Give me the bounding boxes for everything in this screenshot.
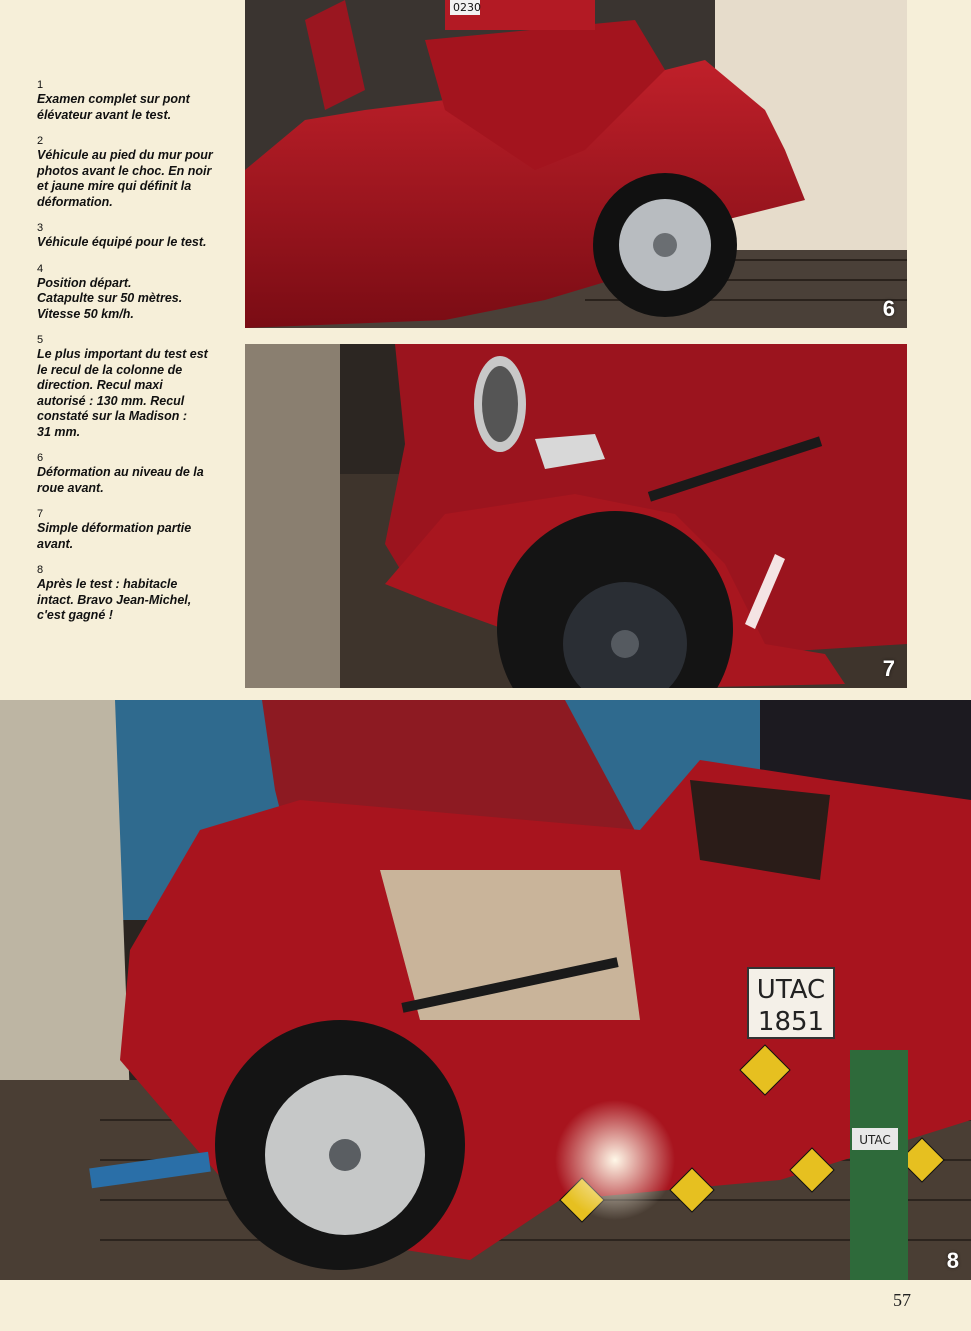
caption-text: Simple déformation partie avant. xyxy=(37,521,192,551)
photo-6 xyxy=(245,0,907,328)
marker-text: UTAC xyxy=(859,1133,891,1147)
caption-number: 4 xyxy=(37,262,44,275)
caption-2 xyxy=(37,134,237,210)
caption-text: Déformation au niveau de la roue avant. xyxy=(37,465,204,495)
caption-3 xyxy=(37,221,237,251)
caption-text: Après le test : habitacle intact. Bravo Jean-Michel, c'est gagné ! xyxy=(37,577,192,622)
caption-5 xyxy=(37,333,237,440)
caption-1 xyxy=(37,78,237,123)
photo-7-image xyxy=(245,344,907,688)
caption-number: 8 xyxy=(37,564,44,576)
plate-line-1: UTAC xyxy=(756,975,826,1005)
captions-column xyxy=(37,78,237,635)
photo-7-label: 7 xyxy=(882,656,895,681)
caption-8 xyxy=(37,563,237,624)
plate-line-2: 1851 xyxy=(757,1007,825,1037)
caption-number: 5 xyxy=(37,334,44,346)
photo-8-image xyxy=(0,700,971,1280)
plate-text: 0230 xyxy=(453,1,481,14)
caption-text: Véhicule équipé pour le test. xyxy=(37,235,207,249)
photo-7 xyxy=(245,344,907,688)
caption-number: 6 xyxy=(37,452,44,464)
caption-number: 1 xyxy=(37,79,44,91)
caption-6 xyxy=(37,451,237,496)
caption-text: Position départ. Catapulte sur 50 mètres. Vitesse 50 km/h. xyxy=(37,275,183,321)
caption-text: Examen complet sur pont élévateur avant le test. xyxy=(37,92,190,122)
photo-6-image xyxy=(245,0,907,328)
caption-number: 3 xyxy=(37,222,44,234)
photo-6-label: 6 xyxy=(882,296,895,321)
caption-4 xyxy=(37,262,237,323)
caption-number: 7 xyxy=(37,508,44,520)
page-number: 57 xyxy=(893,1290,911,1310)
caption-7 xyxy=(37,507,237,552)
photo-8 xyxy=(0,700,971,1280)
caption-text: Véhicule au pied du mur pour photos avant le choc. En noir et jaune mire qui définit la déformation. xyxy=(37,148,213,209)
photo-8-label: 8 xyxy=(946,1248,959,1273)
caption-text: Le plus important du test est le recul de la colonne de direction. Recul maxi autorisé : 130 mm. Recul constaté sur la Madison : 31 mm. xyxy=(37,347,208,439)
caption-number: 2 xyxy=(37,135,44,147)
